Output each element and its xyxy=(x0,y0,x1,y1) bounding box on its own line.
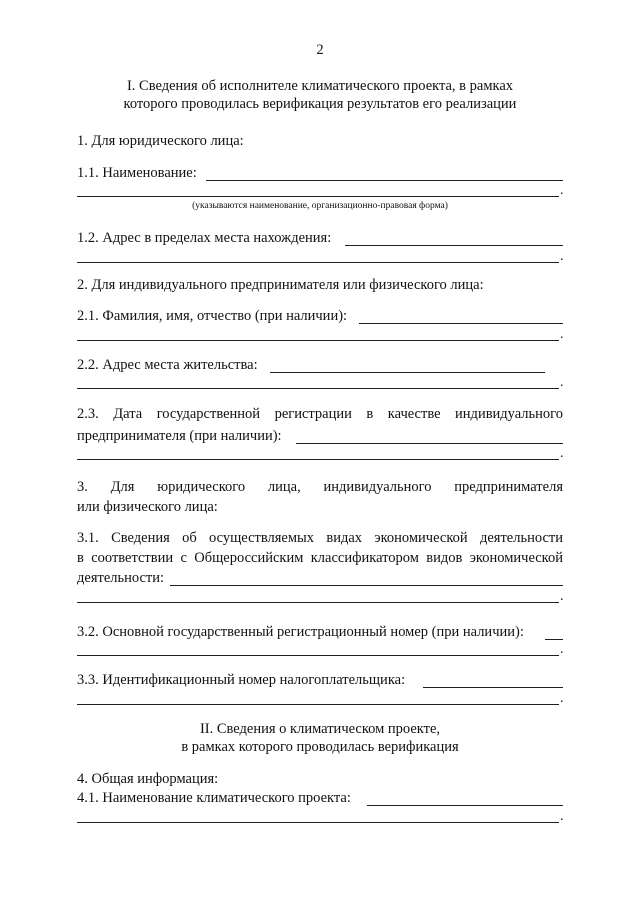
item-1-1-hint: (указываются наименование, организационно-правовая форма) xyxy=(192,201,448,211)
item-1-1-field[interactable] xyxy=(206,180,563,181)
item-1-1-field-continuation[interactable] xyxy=(77,196,559,197)
item-3-3-label: 3.3. Идентификационный номер налогоплательщика: xyxy=(77,672,406,688)
item-3-1-label-line-1: 3.1. Сведения об осуществляемых видах экономической деятельности xyxy=(77,530,563,546)
item-2-3-label-line-2: предпринимателя (при наличии): xyxy=(77,428,282,444)
item-3-2-label: 3.2. Основной государственный регистрационный номер (при наличии): xyxy=(77,624,524,640)
item-3-heading-line-1: 3. Для юридического лица, индивидуального предпринимателя xyxy=(77,479,563,495)
item-3-2-field-continuation[interactable] xyxy=(77,655,559,656)
item-1-2-period: . xyxy=(560,249,564,264)
item-3-2-field[interactable] xyxy=(545,639,563,640)
item-1-2-field[interactable] xyxy=(345,245,563,246)
item-4-1-field[interactable] xyxy=(367,805,563,806)
item-1-2-label: 1.2. Адрес в пределах места нахождения: xyxy=(77,230,332,246)
item-4-1-field-continuation[interactable] xyxy=(77,822,559,823)
section-1-title-line-2: которого проводилась верификация результатов его реализации xyxy=(123,96,517,112)
item-1-1-period: . xyxy=(560,183,564,198)
item-2-3-field-continuation[interactable] xyxy=(77,459,559,460)
item-2-1-period: . xyxy=(560,327,564,342)
item-2-heading: 2. Для индивидуального предпринимателя или физического лица: xyxy=(77,277,484,293)
item-2-2-field[interactable] xyxy=(270,372,545,373)
item-4-1-period: . xyxy=(560,809,564,824)
section-1-title-line-1: I. Сведения об исполнителе климатического проекта, в рамках xyxy=(126,78,514,94)
item-1-2-field-continuation[interactable] xyxy=(77,262,559,263)
item-2-1-field-continuation[interactable] xyxy=(77,340,559,341)
item-2-2-field-continuation[interactable] xyxy=(77,388,559,389)
item-3-2-period: . xyxy=(560,642,564,657)
item-2-2-label: 2.2. Адрес места жительства: xyxy=(77,357,258,373)
item-3-1-field[interactable] xyxy=(170,585,563,586)
item-2-1-field[interactable] xyxy=(359,323,563,324)
section-2-title-line-1: II. Сведения о климатическом проекте, xyxy=(199,721,441,737)
item-2-3-field[interactable] xyxy=(296,443,563,444)
item-2-2-period: . xyxy=(560,375,564,390)
item-1-1-label: 1.1. Наименование: xyxy=(77,165,197,181)
item-3-3-field-continuation[interactable] xyxy=(77,704,559,705)
item-3-3-field[interactable] xyxy=(423,687,563,688)
item-2-3-period: . xyxy=(560,446,564,461)
page-number: 2 xyxy=(316,42,324,58)
item-3-1-label-line-3: деятельности: xyxy=(77,570,165,586)
item-3-1-label-line-2: в соответствии с Общероссийским классификатором видов экономической xyxy=(77,550,563,566)
item-1-heading: 1. Для юридического лица: xyxy=(77,133,244,149)
item-3-3-period: . xyxy=(560,691,564,706)
item-3-1-period: . xyxy=(560,589,564,604)
item-4-heading: 4. Общая информация: xyxy=(77,771,219,787)
item-2-3-label-line-1: 2.3. Дата государственной регистрации в качестве индивидуального xyxy=(77,406,563,422)
item-3-1-field-continuation[interactable] xyxy=(77,602,559,603)
item-4-1-label: 4.1. Наименование климатического проекта: xyxy=(77,790,351,806)
item-3-heading-line-2: или физического лица: xyxy=(77,499,218,515)
section-2-title-line-2: в рамках которого проводилась верификация xyxy=(181,739,459,755)
item-2-1-label: 2.1. Фамилия, имя, отчество (при наличии): xyxy=(77,308,348,324)
